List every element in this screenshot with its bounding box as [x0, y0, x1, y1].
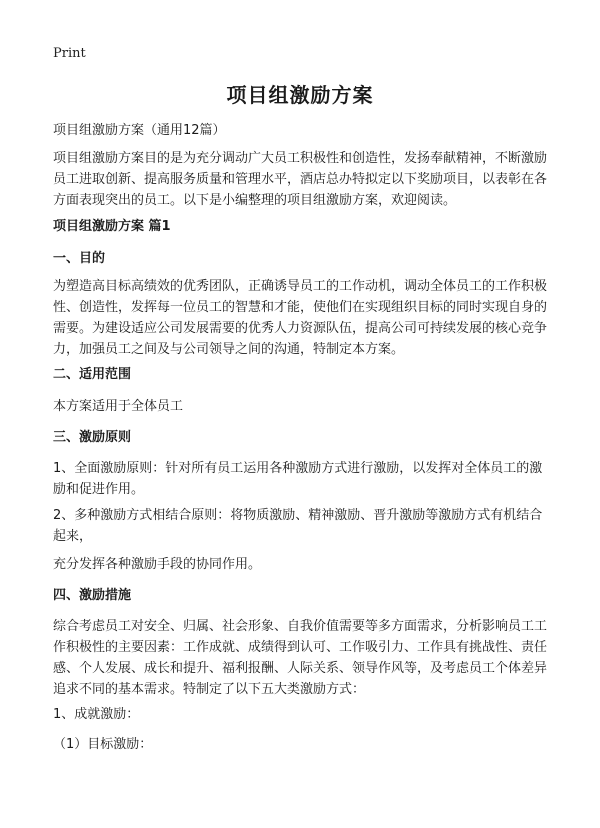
heading-purpose: 一、目的	[53, 251, 106, 266]
document-title: 项目组激励方案	[226, 83, 374, 107]
subtitle: 项目组激励方案（通用12篇）	[53, 123, 226, 138]
measure-1-1: （1）目标激励：	[53, 737, 153, 752]
scope-paragraph: 本方案适用于全体员工	[53, 399, 184, 414]
heading-scope: 二、适用范围	[53, 367, 132, 382]
print-link[interactable]: Print	[53, 46, 86, 61]
principle-2-continued: 充分发挥各种激励手段的协同作用。	[53, 557, 262, 572]
measures-paragraph: 综合考虑员工对安全、归属、社会形象、自我价值需要等多方面需求，分析影响员工工作积极性的主要因素：工作成就、成绩得到认可、工作吸引力、工作具有挑战性、责任感、个人发展、成长和提升、福利报酬、人际关系、领导作风等，及考虑员工个体差异追求不同的基本需求。特制定了以下五大类激励方式：	[53, 619, 548, 697]
principle-2: 2、多种激励方式相结合原则：将物质激励、精神激励、晋升激励等激励方式有机结合起来，	[53, 508, 543, 544]
section-heading-part1: 项目组激励方案 篇1	[53, 219, 171, 234]
heading-measures: 四、激励措施	[53, 588, 132, 603]
measure-1: 1、成就激励：	[53, 707, 140, 722]
heading-principles: 三、激励原则	[53, 430, 132, 445]
principle-1: 1、全面激励原则：针对所有员工运用各种激励方式进行激励，以发挥对全体员工的激励和促进作用。	[53, 461, 543, 497]
intro-paragraph: 项目组激励方案目的是为充分调动广大员工积极性和创造性，发扬奉献精神，不断激励员工进取创新、提高服务质量和管理水平，酒店总办特拟定以下奖励项目，以表彰在各方面表现突出的员工。以下是小编整理的项目组激励方案，欢迎阅读。	[53, 151, 548, 208]
purpose-paragraph: 为塑造高目标高绩效的优秀团队，正确诱导员工的工作动机，调动全体员工的工作积极性、创造性，发挥每一位员工的智慧和才能，使他们在实现组织目标的同时实现自身的需要。为建设适应公司发展需要的优秀人力资源队伍，提高公司可持续发展的核心竞争力，加强员工之间及与公司领导之间的沟通，特制定本方案。	[53, 279, 548, 357]
